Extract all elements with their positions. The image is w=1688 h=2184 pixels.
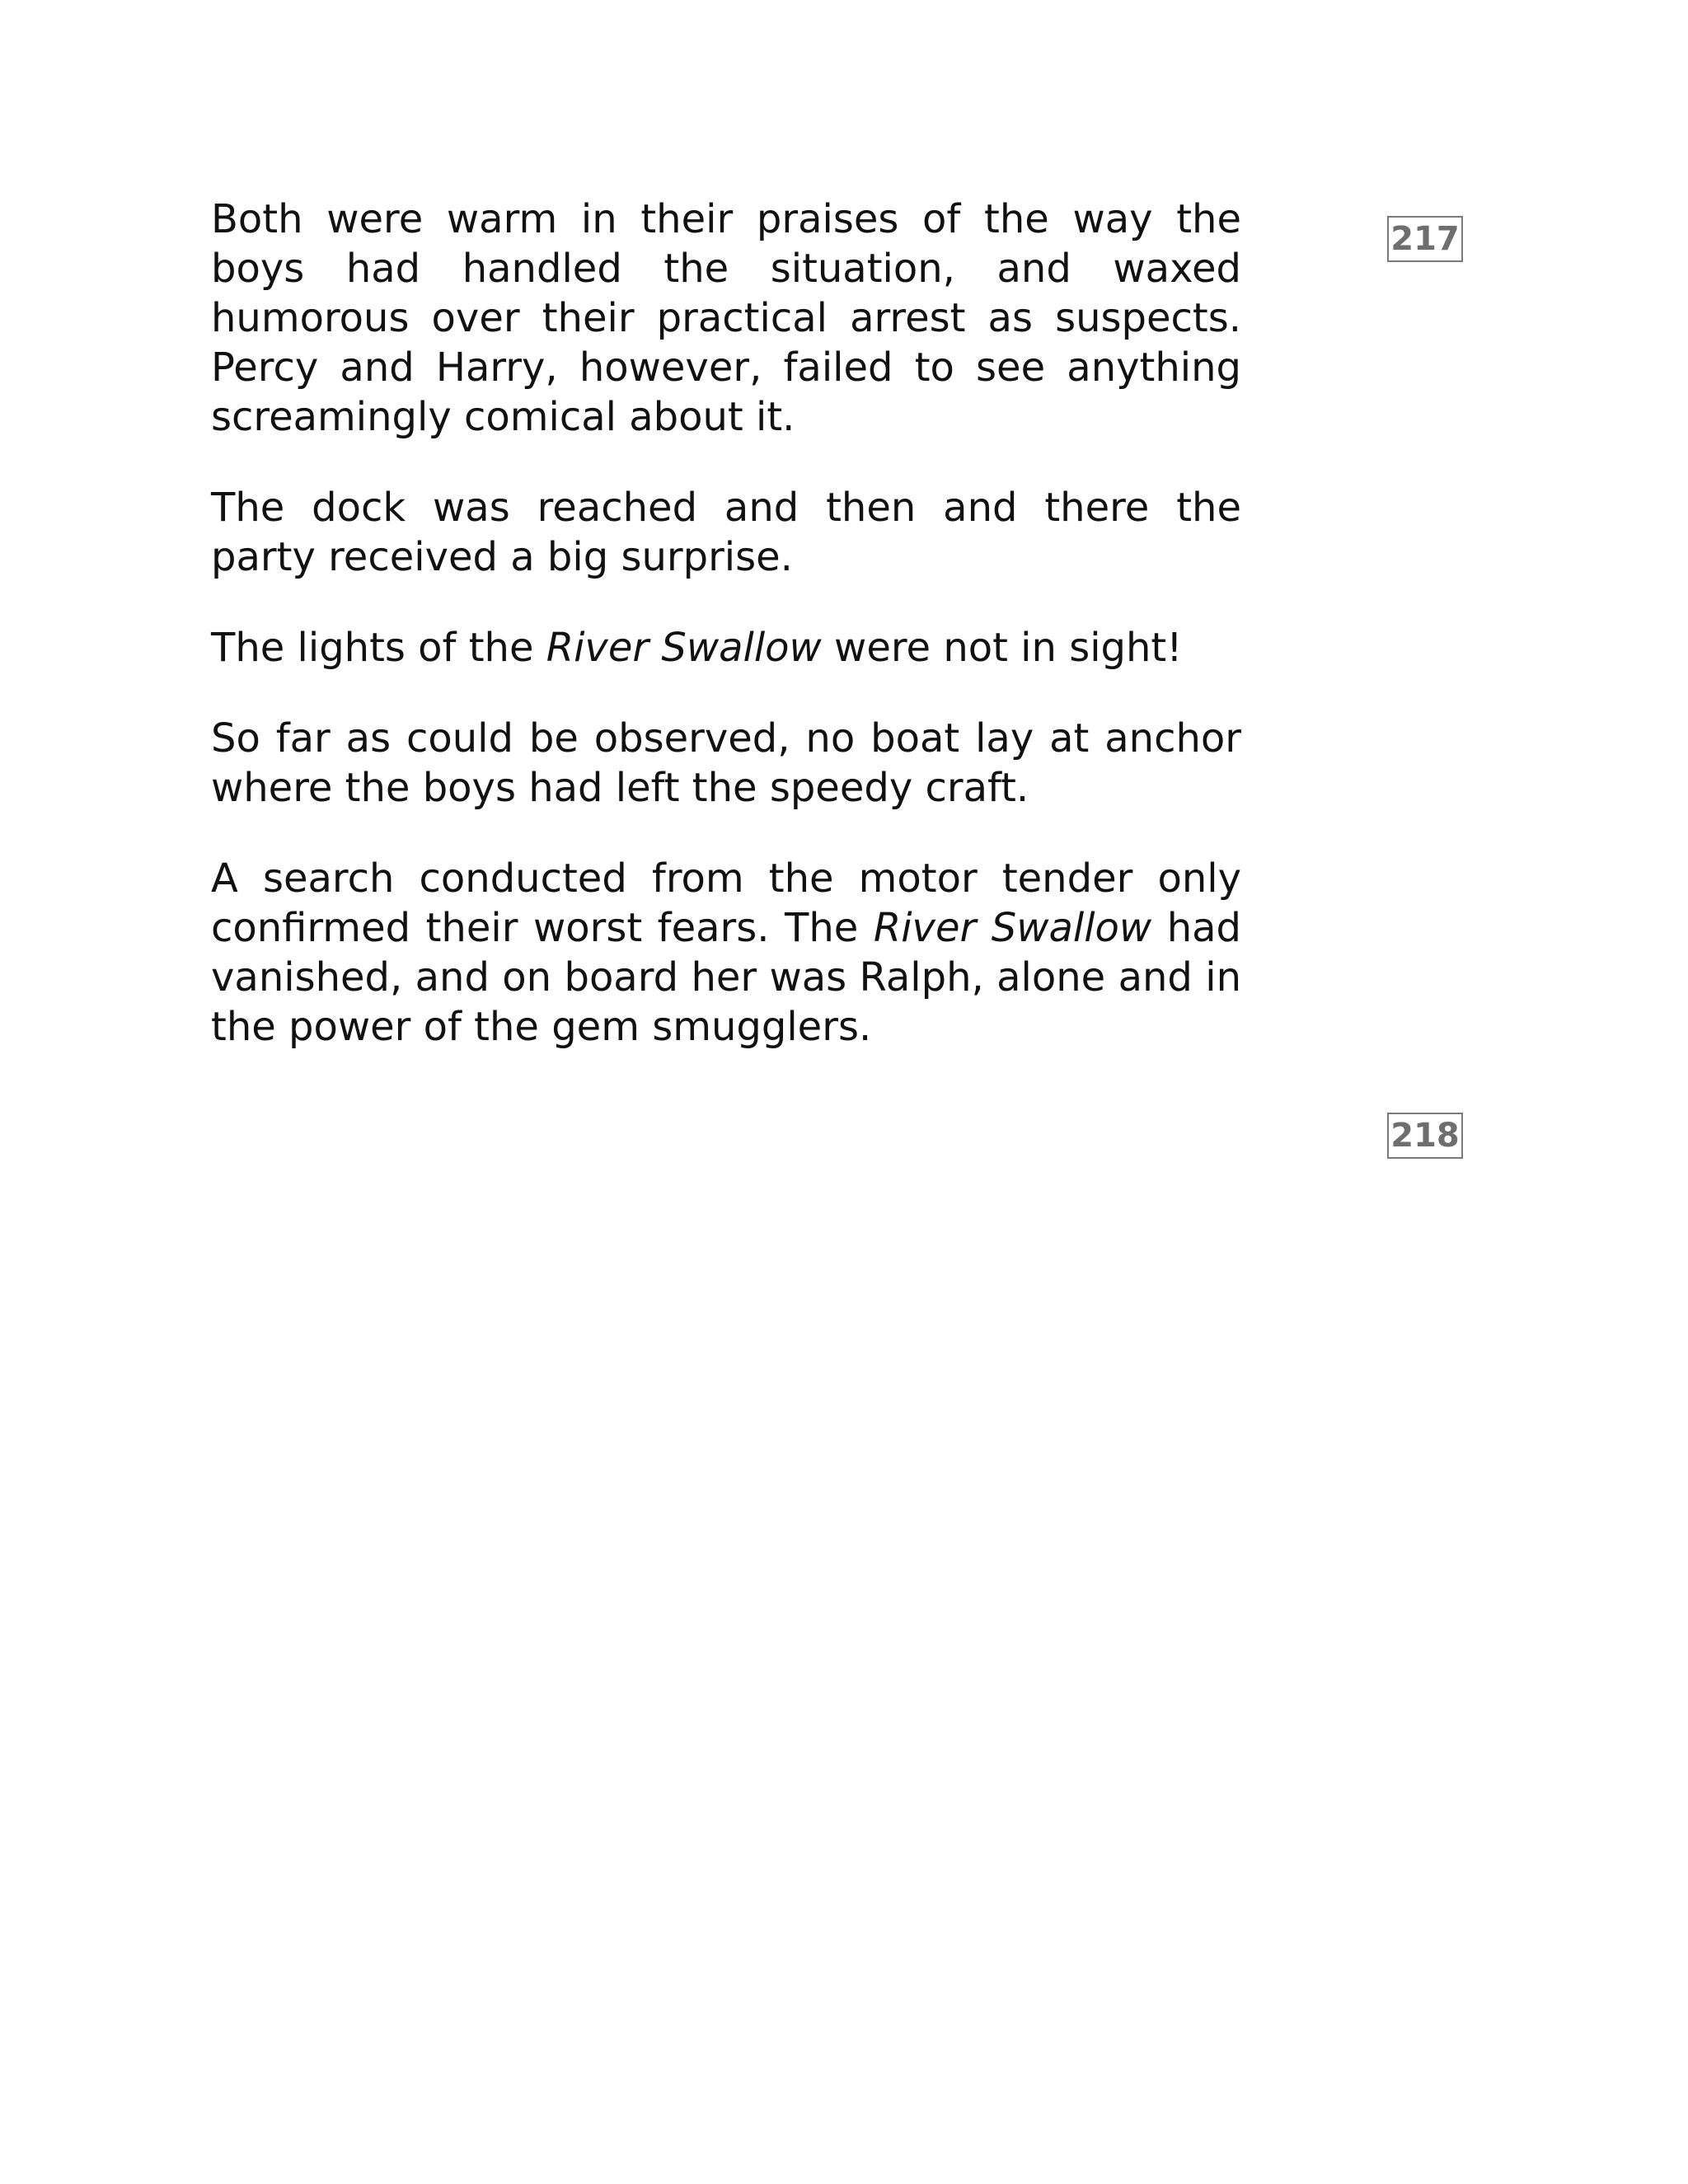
paragraph-praises: Both were warm in their praises of the way the boys had handled the situation, and waxed humorous over their practical arrest as suspects. Percy and Harry, however, failed to see anything screamingly comical about it. [211, 196, 1241, 440]
text-run: were not in sight! [821, 625, 1183, 671]
paragraph-search [211, 854, 1241, 1052]
boat-name-italic: River Swallow [546, 625, 822, 671]
paragraph-no-boat: So far as could be observed, no boat lay at anchor where the boys had left the speedy craft. [211, 715, 1241, 811]
paragraph-lights-not-in-sight [211, 623, 1241, 673]
text-run: had vanished, and on board her was Ralph, alone and in the power of the gem smugglers. [211, 905, 1242, 1050]
page-number-217: 217 [1387, 216, 1463, 262]
page-number-218: 218 [1387, 1113, 1463, 1159]
text-run: The lights of the [211, 625, 546, 671]
boat-name-italic: River Swallow [873, 905, 1152, 951]
body-text [211, 194, 1241, 1093]
text-run: A search conducted from the motor tender only confirmed their worst fears. The [211, 855, 1241, 951]
paragraph-dock-reached: The dock was reached and then and there the party received a big surprise. [211, 485, 1241, 580]
